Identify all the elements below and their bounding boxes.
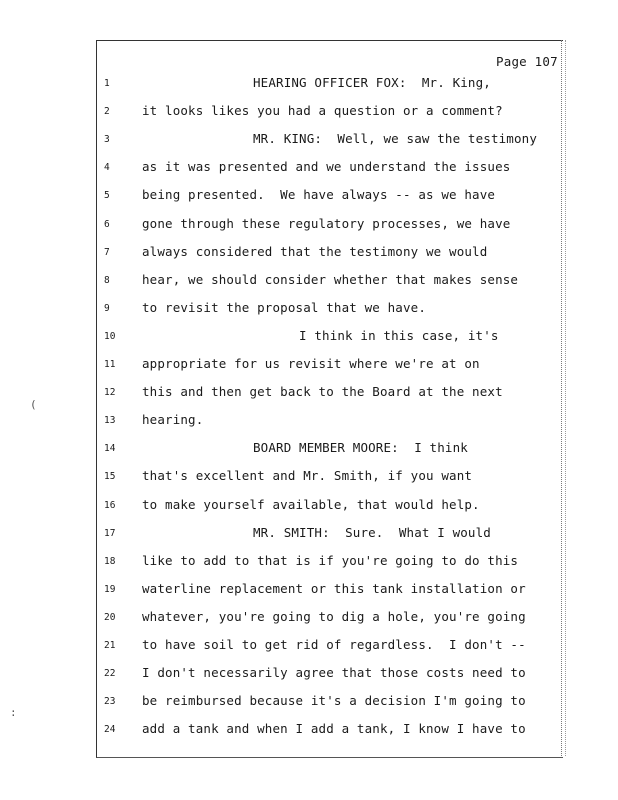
transcript-line bbox=[0, 328, 618, 348]
transcript-line bbox=[0, 553, 618, 573]
line-number: 3 bbox=[104, 134, 110, 146]
line-number: 17 bbox=[104, 527, 116, 539]
line-number: 15 bbox=[104, 471, 116, 483]
line-number: 13 bbox=[104, 415, 116, 427]
line-text: always considered that the testimony we would bbox=[142, 243, 488, 259]
line-text: hearing. bbox=[142, 412, 204, 428]
transcript-line bbox=[0, 300, 618, 320]
transcript-line bbox=[0, 356, 618, 376]
transcript-line bbox=[0, 581, 618, 601]
transcript-line bbox=[0, 131, 618, 151]
transcript-line bbox=[0, 440, 618, 460]
line-text: this and then get back to the Board at the next bbox=[142, 384, 503, 400]
line-number: 11 bbox=[104, 359, 116, 370]
transcript-line bbox=[0, 75, 618, 95]
line-number: 23 bbox=[104, 696, 116, 708]
line-number: 4 bbox=[104, 162, 110, 174]
line-number: 2 bbox=[104, 106, 110, 118]
transcript-line bbox=[0, 525, 618, 545]
line-text: add a tank and when I add a tank, I know I have to bbox=[142, 721, 526, 737]
transcript-line bbox=[0, 272, 618, 292]
transcript-line bbox=[0, 468, 618, 488]
transcript-line bbox=[0, 665, 618, 685]
transcript-line bbox=[0, 412, 618, 432]
line-text: to revisit the proposal that we have. bbox=[142, 299, 426, 315]
line-number: 8 bbox=[104, 274, 110, 286]
line-number: 18 bbox=[104, 555, 116, 567]
line-text: to make yourself available, that would help. bbox=[142, 496, 480, 512]
transcript-line bbox=[0, 103, 618, 123]
transcript-line bbox=[0, 244, 618, 264]
line-number: 1 bbox=[104, 78, 110, 89]
line-number: 14 bbox=[104, 443, 116, 455]
line-number: 21 bbox=[104, 640, 116, 651]
line-text: it looks likes you had a question or a comment? bbox=[142, 103, 503, 119]
line-text: waterline replacement or this tank installation or bbox=[142, 580, 526, 596]
line-text: whatever, you're going to dig a hole, you're going bbox=[142, 608, 526, 624]
line-number: 20 bbox=[104, 611, 116, 623]
margin-mark: ( bbox=[30, 398, 37, 411]
line-number: 10 bbox=[104, 330, 116, 342]
transcript-line bbox=[0, 693, 618, 713]
line-number: 12 bbox=[104, 387, 116, 399]
transcript-line bbox=[0, 216, 618, 236]
margin-mark: : bbox=[10, 706, 17, 719]
line-text: like to add to that is if you're going to do this bbox=[142, 552, 519, 568]
transcript-line bbox=[0, 497, 618, 517]
transcript-line bbox=[0, 609, 618, 629]
transcript-line bbox=[0, 384, 618, 404]
line-text: hear, we should consider whether that makes sense bbox=[142, 271, 519, 287]
line-text: appropriate for us revisit where we're at on bbox=[142, 356, 480, 371]
line-text: as it was presented and we understand the issues bbox=[142, 159, 511, 175]
line-text: HEARING OFFICER FOX: Mr. King, bbox=[253, 75, 491, 90]
transcript-line bbox=[0, 187, 618, 207]
line-number: 22 bbox=[104, 668, 116, 680]
line-text: MR. KING: Well, we saw the testimony bbox=[253, 131, 537, 147]
transcript-line bbox=[0, 637, 618, 657]
line-number: 19 bbox=[104, 583, 116, 595]
line-text: gone through these regulatory processes, we have bbox=[142, 215, 511, 231]
line-text: I think in this case, it's bbox=[299, 327, 499, 343]
line-text: that's excellent and Mr. Smith, if you want bbox=[142, 468, 473, 484]
line-number: 16 bbox=[104, 499, 116, 511]
line-number: 6 bbox=[104, 218, 110, 230]
line-number: 24 bbox=[104, 724, 116, 736]
transcript-line bbox=[0, 159, 618, 179]
line-text: I don't necessarily agree that those costs need to bbox=[142, 665, 526, 681]
page-number: Page 107 bbox=[496, 54, 558, 69]
line-number: 5 bbox=[104, 190, 110, 202]
line-text: BOARD MEMBER MOORE: I think bbox=[253, 440, 468, 456]
line-text: MR. SMITH: Sure. What I would bbox=[253, 524, 491, 540]
line-number: 7 bbox=[104, 246, 110, 258]
line-text: be reimbursed because it's a decision I'm going to bbox=[142, 693, 526, 709]
line-number: 9 bbox=[104, 302, 110, 314]
line-text: being presented. We have always -- as we have bbox=[142, 187, 496, 203]
transcript-line bbox=[0, 721, 618, 741]
line-text: to have soil to get rid of regardless. I don't -- bbox=[142, 637, 526, 652]
